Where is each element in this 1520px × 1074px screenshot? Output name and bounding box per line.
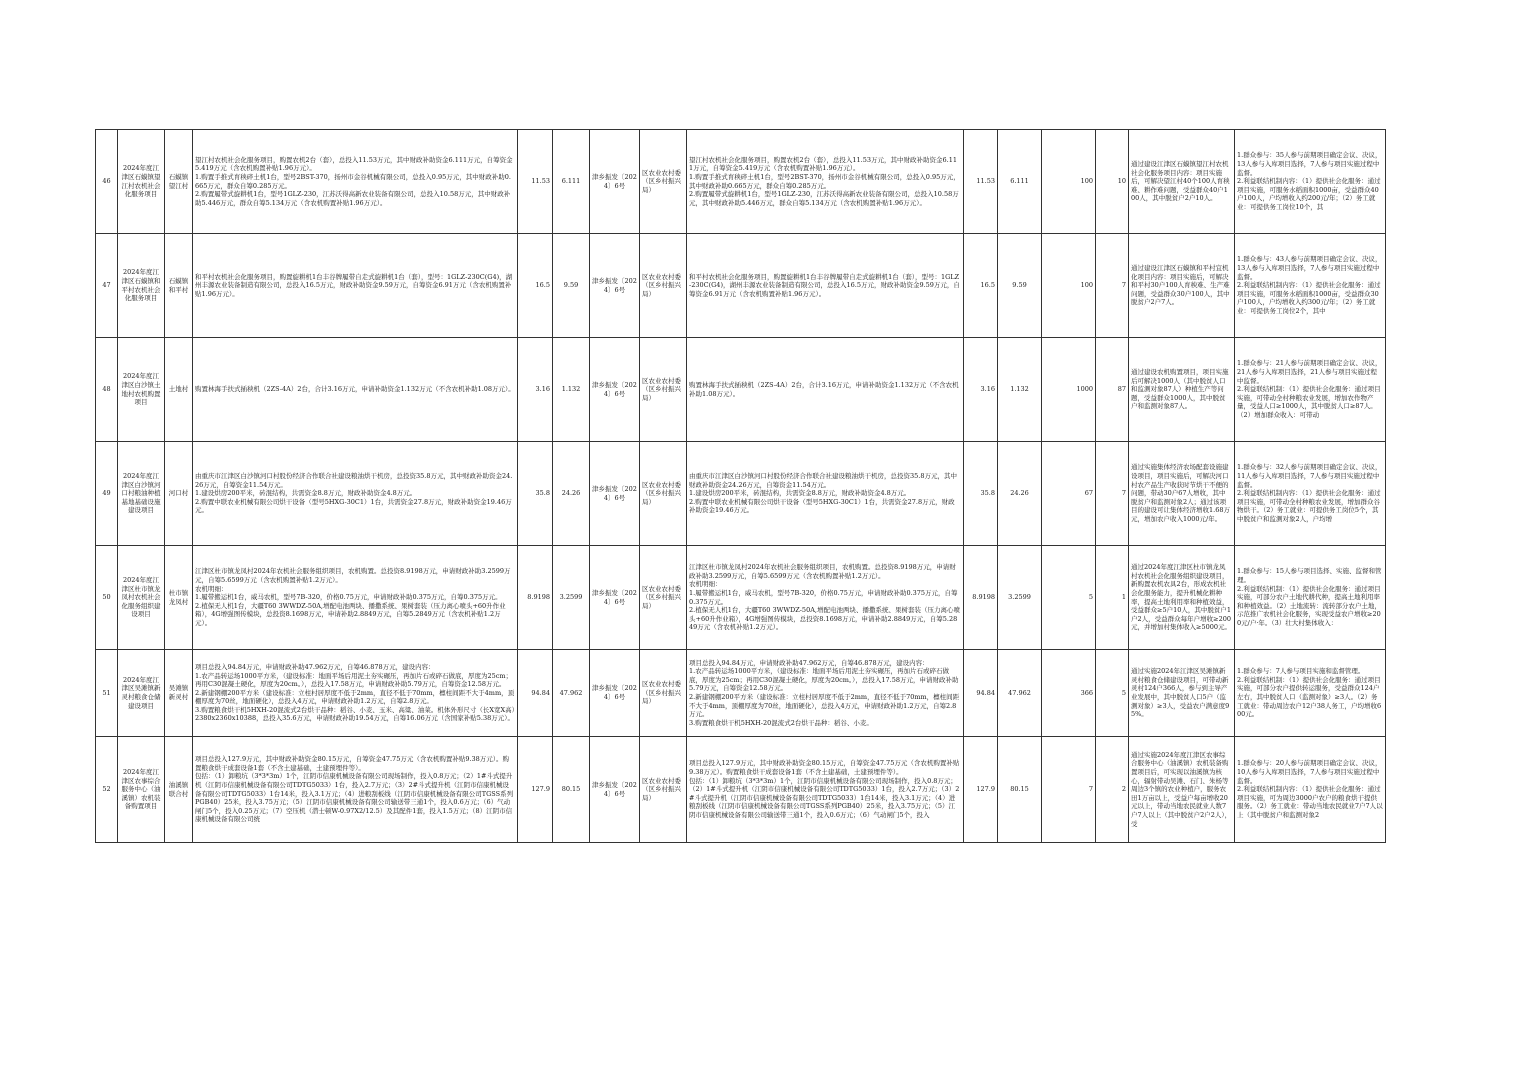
poverty-count-cell (1096, 737, 1129, 843)
goal-cell (1129, 442, 1235, 546)
project-name: 2024年度江津区白沙镇土地村农机购置项目 (121, 372, 161, 407)
location-cell (165, 737, 193, 843)
total-investment-cell (518, 737, 553, 843)
total-investment: 35.8 (535, 489, 550, 498)
approval-doc-cell (590, 234, 640, 338)
fiscal-fund-cell (553, 546, 590, 650)
poverty-count: 7 (1121, 489, 1126, 498)
location-cell (165, 650, 193, 737)
fiscal-fund: 47.962 (559, 688, 583, 697)
content-cell (193, 130, 518, 234)
fiscal-fund-cell (553, 338, 590, 442)
row-index: 52 (102, 785, 111, 794)
fiscal-fund-repeat-cell (998, 546, 1042, 650)
total-investment-cell (518, 546, 553, 650)
approval-doc: 津乡振发〔2024〕6号 (592, 276, 637, 294)
poverty-count-cell (1096, 234, 1129, 338)
department: 区农业农村委（区乡村振兴局） (642, 584, 681, 610)
approval-doc: 津乡振发〔2024〕6号 (592, 172, 637, 190)
total-investment-cell (518, 130, 553, 234)
total-investment: 3.16 (535, 385, 550, 394)
table-row (96, 650, 1386, 737)
row-index: 48 (102, 385, 111, 394)
benefit-mechanism: 1.群众参与：32人参与前期项目确定会议、决议，11人参与入库项目选择，7人参与项目实施过程中监督。 2.利益联结机制内容：（1）提供社会化服务：通过项目实施，可带动全村种粮农业发展，增加群众谷物烘干。（2）务工就业：可提供务工岗位5个，其中脱贫户和监测对象2人，户均增 (1237, 463, 1382, 523)
project-name: 2024年度江津区石蟆镇望江村农机社会化服务项目 (121, 164, 161, 199)
department: 区农业农村委（区乡村振兴局） (642, 168, 681, 194)
approval-doc: 津乡振发〔2024〕6号 (592, 380, 637, 398)
row-index-cell (96, 338, 118, 442)
project-content: 购置林海手扶式插秧机（2ZS-4A）2台，合计3.16万元，申请补助资金1.132万元（不含农机补助1.08万元）。 (195, 385, 515, 394)
beneficiary-count: 100 (1080, 177, 1093, 186)
fiscal-fund-repeat-cell (998, 442, 1042, 546)
project-content: 项目总投入94.84万元，申请财政补助47.962万元，自筹46.878万元，建设内容： 1.农产品转运场1000平方米，（建设标准：地面平场后用泥土夯实碾压，再加片石或碎石做底，厚度为25cm；再用C30混凝土硬化，厚度为20cm。），总投入17.58万元，申请财政补助5.79万元，自筹资金12.58万元。 2.新建钢棚200平方米（建设标准：立柱村居厚度不低于2mm，直径不低于70mm，檩柱间距不大于4mm，顶棚厚度为70丝，地面硬化），总投入4万元，申请财政补助1.2万元，自筹2.8万元。 3.购置粮食烘干机5HXH-20混流式2台烘干品种：稻谷、小麦、玉米、高粱、油菜。机体外形尺寸（长X宽X高）2380x2360x10388，总投入35.6万元，申请财政补助19.54万元，自筹16.06万元（含国家补贴5.38万元）。 (195, 662, 515, 723)
project-location: 吴滩镇新灵村 (168, 684, 189, 701)
total-investment-repeat: 35.8 (980, 489, 995, 498)
fiscal-fund-repeat: 6.111 (1010, 177, 1029, 186)
total-investment-repeat-cell (964, 737, 998, 843)
fiscal-fund-repeat-cell (998, 650, 1042, 737)
performance-goal: 通过建设江津区石蟆镇和平村宜机化项目内容：项目实施后，可解决和平村30户100人育秧难、生产难问题，受益群众30户100人，其中脱贫户2户7人。 (1131, 264, 1230, 307)
content-cell (193, 234, 518, 338)
total-investment: 16.5 (535, 281, 550, 290)
fiscal-fund-repeat-cell (998, 130, 1042, 234)
project-name-cell (118, 130, 165, 234)
content-repeat-cell (687, 737, 964, 843)
department-cell (640, 442, 687, 546)
poverty-count-cell (1096, 338, 1129, 442)
content-cell (193, 338, 518, 442)
total-investment: 8.9198 (527, 593, 550, 602)
table-row (96, 737, 1386, 843)
beneficiary-count: 5 (1088, 593, 1093, 602)
beneficiary-count: 1000 (1076, 385, 1093, 394)
approval-doc: 津乡振发〔2024〕6号 (592, 780, 637, 798)
poverty-count-cell (1096, 650, 1129, 737)
project-name-cell (118, 442, 165, 546)
beneficiary-count-cell (1042, 442, 1096, 546)
performance-goal: 通过建设农机购置项目，项目实施后可解决1000人（其中脱贫人口和监测对象87人）种植生产等问题，受益群众1000人，其中脱贫户和监测对象87人。 (1131, 368, 1229, 411)
benefit-mechanism: 1.群众参与：7人参与项目实施和监督管理。 2.利益联结机制：（1）提供社会化服务：通过项目实施，可部分农户提供转运服务，受益群众124户左右，其中脱贫人口（监测对象）≥3人。（2）务工就业：带动周边农户12户38人务工，户均增收600元。 (1237, 667, 1382, 719)
row-index-cell (96, 737, 118, 843)
project-location: 石蟆镇和平村 (168, 276, 189, 294)
fiscal-fund-repeat: 80.15 (1010, 785, 1029, 794)
location-cell (165, 442, 193, 546)
content-cell (193, 737, 518, 843)
poverty-count: 87 (1117, 385, 1126, 394)
row-index: 47 (102, 281, 111, 290)
table-row (96, 234, 1386, 338)
total-investment: 94.84 (531, 688, 550, 697)
performance-goal: 通过实施2024年江津区吴滩镇新灵村粮食仓储建设项目，可带动新灵村124户366人，参与到主导产业发展中，其中脱贫人口5户（监测对象）≥3人，受益农户满意度95%。 (1131, 667, 1230, 719)
project-location: 杜市镇龙凤村 (168, 588, 189, 606)
fiscal-fund-repeat: 47.962 (1008, 688, 1031, 697)
content-repeat-cell (687, 130, 964, 234)
project-name-cell (118, 546, 165, 650)
project-content: 望江村农机社会化服务项目，购置农机2台（套），总投入11.53万元，其中财政补助资金6.111万元，自筹资金5.419万元（含农机购置补贴1.96万元）。 1.购置手推式育秧碎土机1台，型号2BST-370，扬州市金谷机械有限公司，总投入0.95万元，其中财政补助0.665万元，群众自筹0.285万元。 2.购置履带式旋耕机1台，型号1GLZ-230，江苏沃得高新农业装备有限公司，总投入10.58万元，其中财政补助5.446万元，群众自筹5.134万元（含农机购置补贴1.96万元）。 (195, 155, 513, 207)
approval-doc: 津乡振发〔2024〕6号 (592, 684, 637, 701)
poverty-count-cell (1096, 546, 1129, 650)
project-content-repeat: 望江村农机社会化服务项目，购置农机2台（套），总投入11.53万元，其中财政补助资金6.111万元，自筹资金5.419万元（含农机购置补贴1.96万元）。 1.购置手推式育秧碎土机1台，型号2BST-370，扬州市金谷机械有限公司，总投入0.95万元，其中财政补助0.665万元，群众自筹0.285万元。 2.购置履带式旋耕机1台，型号1GLZ-230，江苏沃得高新农业装备有限公司，总投入10.58万元，其中财政补助5.446万元，群众自筹5.134万元（含农机购置补贴1.96万元）。 (689, 155, 960, 207)
project-name: 2024年度江津区农事综合服务中心（油溪镇）农机装备购置项目 (121, 768, 161, 811)
project-content-repeat: 和平村农机社会化服务项目，购置旋耕机1台丰谷牌履带自走式旋耕机1台（套），型号：1GLZ-230C(G4)，湖州丰源农业装备制造有限公司，总投入16.5万元，财政补助资金9.59万元，自筹资金6.91万元（含农机购置补贴1.96万元）。 (689, 272, 960, 298)
location-cell (165, 546, 193, 650)
project-content: 项目总投入127.9万元，其中财政补助资金80.15万元，自筹资金47.75万元（含农机购置补贴9.38万元）。购置粮食烘干成套设备1套（不含土建基础，土建预埋件等）。 包括：（1）卸粮坑（3*3*3m）1个，江阴市信康机械设备有限公司现场制作，投入0.8万元；（2）1#斗式提升机（江阴市信康机械设备有限公司TDTG5033）1台，投入2.7万元；（3）2#斗式提升机（江阴市信康机械设备有限公司TDTG5033）1台14米，投入3.1万元；（4）进粮刮板线（江阴市信康机械设备有限公司TGSS系列PGB40）25米，投入3.75万元；（5）江阴市信康机械设备有限公司输送带三通1个，投入0.6万元；（6）气动闸门5个，投入0.25万元；（7）空压机（潜士顿W-0.97X2/12.5）及其配件1套，投入1.5万元；（8）江阴市信康机械设备有限公司统 (195, 755, 514, 824)
content-repeat-cell (687, 234, 964, 338)
row-index-cell (96, 650, 118, 737)
row-index: 49 (102, 489, 111, 498)
fiscal-fund-repeat: 1.132 (1010, 385, 1029, 394)
row-index: 50 (102, 593, 111, 602)
total-investment: 11.53 (531, 177, 550, 186)
fiscal-fund: 3.2599 (559, 593, 583, 602)
location-cell (165, 130, 193, 234)
table-row (96, 546, 1386, 650)
project-location: 石蟆镇望江村 (168, 172, 189, 190)
approval-doc-cell (590, 546, 640, 650)
benefit-mechanism: 1.群众参与：35人参与前期项目确定会议、决议，13人参与入库项目选择，7人参与项目实施过程中监督。 2.利益联结机制内容：（1）提供社会化服务：通过项目实施，可服务水稻面积1000亩，受益群众40户100人，户均增收入约200元/年；（2）务工就业：可提供务工岗位10个，其 (1237, 151, 1382, 211)
approval-doc: 津乡振发〔2024〕6号 (592, 588, 637, 606)
department-cell (640, 338, 687, 442)
fiscal-fund: 6.111 (561, 177, 581, 186)
fiscal-fund: 24.26 (561, 489, 581, 498)
beneficiary-count-cell (1042, 234, 1096, 338)
total-investment-repeat: 3.16 (980, 385, 995, 394)
goal-cell (1129, 546, 1235, 650)
department-cell (640, 650, 687, 737)
total-investment-cell (518, 650, 553, 737)
approval-doc-cell (590, 650, 640, 737)
mechanism-cell (1235, 234, 1386, 338)
fiscal-fund-cell (553, 442, 590, 546)
fiscal-fund-repeat: 24.26 (1010, 489, 1029, 498)
row-index-cell (96, 442, 118, 546)
project-content: 江津区杜市镇龙凤村2024年农机社会服务组织项目，农机购置。总投资8.9198万元，申请财政补助3.2599万元，自筹5.6599万元（含农机购置补贴1.2万元）。 农机明细： 1.履带搬运机1台，威马农机，型号7B-320，价格0.75万元，申请财政补助0.375万元，自筹0.375万元。 2.植保无人机1台，大疆T60 3WWDZ-50A,增配电池两块、播撒系统、果树套装（压力离心喷头+60升作业箱），4G增强图传模块，总投资8.1698万元，申请补助2.8849万元，自筹5.2849万元（含农机补贴1.2万元）。 (195, 567, 511, 627)
mechanism-cell (1235, 130, 1386, 234)
fiscal-fund-repeat: 3.2599 (1008, 593, 1031, 602)
project-content: 和平村农机社会化服务项目，购置旋耕机1台丰谷牌履带自走式旋耕机1台（套），型号：1GLZ-230C(G4)，湖州丰源农业装备制造有限公司，总投入16.5万元，财政补助资金9.59万元，自筹资金6.91万元（含农机购置补贴1.96万元）。 (195, 272, 513, 298)
content-repeat-cell (687, 442, 964, 546)
row-index-cell (96, 546, 118, 650)
goal-cell (1129, 130, 1235, 234)
content-cell (193, 442, 518, 546)
location-cell (165, 338, 193, 442)
fiscal-fund-repeat-cell (998, 338, 1042, 442)
total-investment-repeat-cell (964, 338, 998, 442)
row-index-cell (96, 234, 118, 338)
total-investment-repeat-cell (964, 234, 998, 338)
total-investment-repeat-cell (964, 650, 998, 737)
approval-doc-cell (590, 338, 640, 442)
project-name-cell (118, 650, 165, 737)
benefit-mechanism: 1.群众参与：20人参与前期项目确定会议、决议，10人参与入库项目选择，7人参与项目实施过程中监督。 2.利益联结机制内容：（1）提供社会化服务：通过项目实施，可为周边3000户农户的粮食烘干提供服务。（2）务工就业：带动当地农民就业7户7人以上（其中脱贫户和监测对象2 (1237, 759, 1383, 819)
approval-doc-cell (590, 442, 640, 546)
table-row (96, 130, 1386, 234)
department-cell (640, 546, 687, 650)
project-content: 由重庆市江津区白沙镇河口村股份经济合作联合社建设粮油烘干机房，总投资35.8万元，其中财政补助资金24.26万元，自筹资金11.54万元。 1.建设烘房200平米，砖混结构，共需资金8.8万元，财政补助资金4.8万元。 2.购置中联农业机械有限公司烘干设备（型号5HXG-30C1）1台，共需资金27.8万元，财政补助资金19.46万元。 (195, 472, 513, 515)
project-name-cell (118, 737, 165, 843)
beneficiary-count-cell (1042, 338, 1096, 442)
table-row (96, 338, 1386, 442)
row-index: 51 (102, 688, 111, 697)
poverty-count: 7 (1121, 281, 1126, 290)
content-repeat-cell (687, 650, 964, 737)
project-content-repeat: 项目总投入94.84万元，申请财政补助47.962万元，自筹46.878万元，建设内容： 1.农产品转运场1000平方米，（建设标准：地面平场后用泥土夯实碾压，再加片石或碎石做底，厚度为25cm；再用C30混凝土硬化，厚度为20cm。），总投入17.58万元，申请财政补助5.79万元，自筹资金12.58万元。 2.新建钢棚200平方米（建设标准：立柱村居厚度不低于2mm，直径不低于70mm，檩柱间距不大于4mm，顶棚厚度为70丝，地面硬化），总投入4万元，申请财政补助1.2万元，自筹2.8万元。 3.购置粮食烘干机5HXH-20混流式2台烘干品种：稻谷、小麦。 (689, 658, 960, 727)
beneficiary-count: 67 (1084, 489, 1093, 498)
fiscal-fund: 80.15 (561, 785, 581, 794)
goal-cell (1129, 338, 1235, 442)
project-name-cell (118, 338, 165, 442)
fiscal-fund: 1.132 (561, 385, 581, 394)
performance-goal: 通过实施2024年度江津区农事综合服务中心（油溪镇）农机装备购置项目后，可实现以油溪镇为核心，辐射带动吴滩、石门、朱杨等周边3个镇的农业种植户，服务农田1万亩以上，受益户每亩增收20元以上，带动当地农民就业人数7户7人以上（其中脱贫户2户2人），受 (1131, 750, 1232, 828)
beneficiary-count-cell (1042, 737, 1096, 843)
mechanism-cell (1235, 442, 1386, 546)
project-name-cell (118, 234, 165, 338)
project-name: 2024年度江津区吴滩镇新灵村粮食仓储建设项目 (121, 675, 161, 710)
total-investment: 127.9 (531, 785, 550, 794)
goal-cell (1129, 650, 1235, 737)
department: 区农业农村委（区乡村振兴局） (642, 776, 681, 802)
poverty-count: 1 (1121, 593, 1126, 602)
total-investment-repeat-cell (964, 546, 998, 650)
fiscal-fund-cell (553, 737, 590, 843)
department: 区农业农村委（区乡村振兴局） (642, 480, 681, 506)
row-index-cell (96, 130, 118, 234)
table-row (96, 442, 1386, 546)
total-investment-repeat-cell (964, 130, 998, 234)
mechanism-cell (1235, 546, 1386, 650)
approval-doc-cell (590, 130, 640, 234)
department-cell (640, 130, 687, 234)
beneficiary-count: 100 (1080, 281, 1093, 290)
project-table (95, 129, 1386, 843)
performance-goal: 通过实施集体经济农场配套设施建设项目，项目实施后，可解决河口村农产品生产收获时节烘干不便的问题，带动30户67人增收，其中脱贫户和监测对象2人；通过该项目的建设可让集体经济增收1.68万元，增加农户收入1000元/年。 (1131, 463, 1230, 523)
beneficiary-count-cell (1042, 130, 1096, 234)
total-investment-cell (518, 338, 553, 442)
total-investment-cell (518, 442, 553, 546)
total-investment-repeat-cell (964, 442, 998, 546)
beneficiary-count-cell (1042, 650, 1096, 737)
poverty-count-cell (1096, 442, 1129, 546)
project-location: 油溪镇联合村 (168, 780, 189, 798)
total-investment-repeat: 11.53 (976, 177, 995, 186)
mechanism-cell (1235, 650, 1386, 737)
project-content-repeat: 项目总投入127.9万元，其中财政补助资金80.15万元，自筹资金47.75万元（含农机购置补贴9.38万元）。购置粮食烘干成套设备1套（不含土建基础，土建预埋件等）。 包括：（1）卸粮坑（3*3*3m）1个，江阴市信康机械设备有限公司现场制作，投入0.8万元；（2）1#斗式提升机（江阴市信康机械设备有限公司TDTG5033）1台，投入2.7万元；（3）2#斗式提升机（江阴市信康机械设备有限公司TDTG5033）1台14米，投入3.1万元；（4）进粮刮板线（江阴市信康机械设备有限公司TGSS系列PGB40）25米，投入3.75万元；（5）江阴市信康机械设备有限公司输送带三通1个，投入0.6万元；（6）气动闸门5个，投入 (689, 759, 960, 819)
fiscal-fund-cell (553, 650, 590, 737)
poverty-count: 10 (1117, 177, 1126, 186)
project-name: 2024年度江津区石蟆镇和平村农机社会化服务项目 (121, 268, 161, 303)
mechanism-cell (1235, 338, 1386, 442)
content-repeat-cell (687, 338, 964, 442)
fiscal-fund-cell (553, 234, 590, 338)
benefit-mechanism: 1.群众参与：21人参与前期项目确定会议、决议，21人参与入库项目选择，21人参与项目实施过程中监督。 2.利益联结机制：（1）提供社会化服务：通过项目实施，可带动全村种粮农业发展，增加农作物产量，受益人口≥1000人，其中脱贫人口≥87人。（2）增加群众收入：可带动 (1237, 359, 1382, 419)
poverty-count: 2 (1121, 785, 1126, 794)
content-cell (193, 650, 518, 737)
poverty-count: 5 (1121, 688, 1126, 697)
benefit-mechanism: 1.群众参与：43人参与前期项目确定会议、决议，13人参与入库项目选择，7人参与项目实施过程中监督。 2.利益联结机制内容：（1）提供社会化服务：通过项目实施，可服务水稻面积1000亩，受益群众30户100人，户均增收入约300元/年；（2）务工就业：可提供务工岗位2个，其中 (1237, 255, 1382, 315)
location-cell (165, 234, 193, 338)
performance-goal: 通过建设江津区石蟆镇望江村农机社会化服务项目内容：项目实施后，可解决望江村40个100人育秧难、耕作难问题，受益群众40户100人，其中脱贫户2户10人。 (1131, 160, 1230, 203)
row-index: 46 (102, 177, 111, 186)
beneficiary-count: 7 (1088, 785, 1093, 794)
approval-doc: 津乡振发〔2024〕6号 (592, 484, 637, 502)
project-content-repeat: 江津区杜市镇龙凤村2024年农机社会服务组织项目，农机购置。总投资8.9198万元，申请财政补助3.2599万元，自筹5.6599万元（含农机购置补贴1.2万元）。 农机明细： 1.履带搬运机1台，威马农机，型号7B-320，价格0.75万元，申请财政补助0.375万元，自筹0.375万元。 2.植保无人机1台，大疆T60 3WWDZ-50A,增配电池两块、播撒系统、果树套装（压力离心喷头+60升作业箱），4G增强图传模块，总投资8.1698万元，申请补助2.8849万元，自筹5.2849万元（含农机补贴1.2万元）。 (689, 563, 960, 632)
project-name: 2024年度江津区杜市镇龙凤村农机社会化服务组织建设项目 (121, 576, 161, 619)
poverty-count-cell (1096, 130, 1129, 234)
department: 区农业农村委（区乡村振兴局） (642, 376, 681, 402)
fiscal-fund-repeat-cell (998, 737, 1042, 843)
goal-cell (1129, 737, 1235, 843)
content-cell (193, 546, 518, 650)
approval-doc-cell (590, 737, 640, 843)
total-investment-repeat: 94.84 (976, 688, 995, 697)
project-content-repeat: 购置林海手扶式插秧机（2ZS-4A）2台，合计3.16万元，申请补助资金1.132万元（不含农机补助1.08万元）。 (689, 380, 959, 398)
content-repeat-cell (687, 546, 964, 650)
department: 区农业农村委（区乡村振兴局） (642, 680, 681, 706)
performance-goal: 通过2024年度江津区杜市镇龙凤村农机社会化服务组织建设项目，新购置农机农具2台，形成农机社会化服务能力，提升机械化耕种率，提高土地利用率和种植效益，受益群众≥5户10人，其中脱贫户1户2人，受益群众每年户增收≥200元，并增加村集体收入≥5000元。 (1131, 563, 1231, 632)
department: 区农业农村委（区乡村振兴局） (642, 272, 681, 298)
beneficiary-count: 366 (1080, 688, 1093, 697)
total-investment-repeat: 8.9198 (972, 593, 995, 602)
fiscal-fund-repeat-cell (998, 234, 1042, 338)
department-cell (640, 737, 687, 843)
fiscal-fund: 9.59 (563, 281, 579, 290)
mechanism-cell (1235, 737, 1386, 843)
benefit-mechanism: 1.群众参与：15人参与项目选择、实施、监督和管理。 2.利益联结机制：（1）提供社会化服务：通过项目实施，可部分农户土地代耕代种，提高土地利用率和种植效益。（2）土地流转：流转部分农户土地，示范推广农机社会化服务，实现受益农户增收≥200元/户·年。（3）壮大村集体收入： (1237, 567, 1382, 627)
total-investment-repeat: 16.5 (980, 281, 995, 290)
project-content-repeat: 由重庆市江津区白沙镇河口村股份经济合作联合社建设粮油烘干机房，总投资35.8万元，其中财政补助资金24.26万元，自筹资金11.54万元。 1.建设烘房200平米，砖混结构，共需资金8.8万元，财政补助资金4.8万元。 2.购置中联农业机械有限公司烘干设备（型号5HXG-30C1）1台，共需资金27.8万元，财政补助资金19.46万元。 (689, 472, 957, 515)
beneficiary-count-cell (1042, 546, 1096, 650)
fiscal-fund-cell (553, 130, 590, 234)
project-name: 2024年度江津区白沙镇河口村粮油种植基地基础设施建设项目 (121, 472, 161, 515)
project-location: 土地村 (168, 385, 189, 394)
project-location: 河口村 (168, 489, 189, 498)
goal-cell (1129, 234, 1235, 338)
fiscal-fund-repeat: 9.59 (1012, 281, 1027, 290)
total-investment-cell (518, 234, 553, 338)
department-cell (640, 234, 687, 338)
total-investment-repeat: 127.9 (976, 785, 995, 794)
